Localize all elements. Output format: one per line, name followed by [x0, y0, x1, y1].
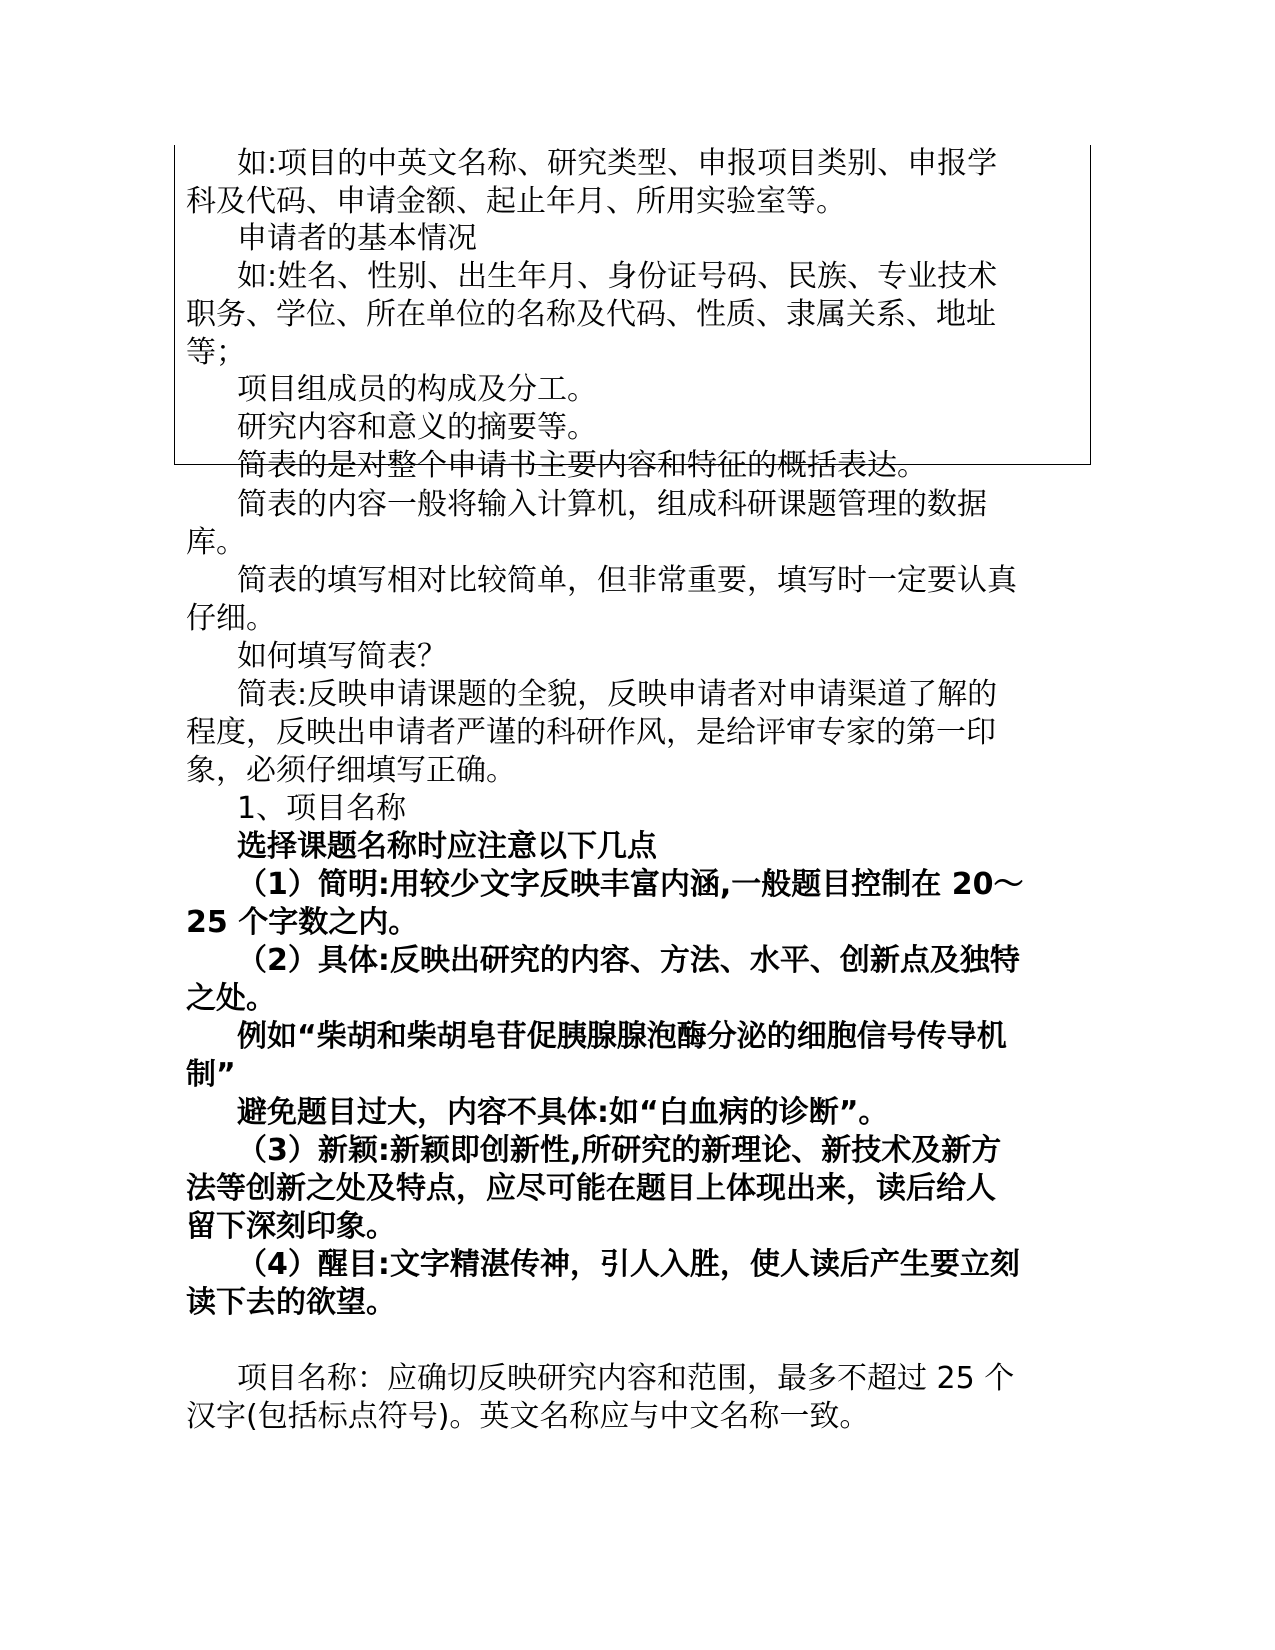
box-line-4: 如:姓名、性别、出生年月、身份证号码、民族、专业技术	[237, 259, 998, 294]
bold-line-6: 例如“柴胡和柴胡皂苷促胰腺腺泡酶分泌的细胞信号传导机	[237, 1019, 1007, 1054]
body-line-8: 程度，反映出申请者严谨的科研作风，是给评审专家的第一印	[186, 715, 996, 750]
bold-line-9: （3）新颖:新颖即创新性,所研究的新理论、新技术及新方	[237, 1133, 1002, 1168]
body-line-6: 如何填写简表？	[237, 639, 447, 674]
footer-line-2: 汉字(包括标点符号)。英文名称应与中文名称一致。	[186, 1399, 870, 1434]
box-line-5: 职务、学位、所在单位的名称及代码、性质、隶属关系、地址	[186, 297, 996, 332]
bold-line-11: 留下深刻印象。	[186, 1209, 396, 1244]
bold-line-8: 避免题目过大，内容不具体:如“白血病的诊断”。	[237, 1095, 889, 1130]
box-line-6: 等；	[186, 335, 246, 370]
footer-line-1: 项目名称：应确切反映研究内容和范围，最多不超过 25 个	[237, 1361, 1015, 1396]
box-line-2: 科及代码、申请金额、起止年月、所用实验室等。	[186, 184, 846, 219]
body-line-4: 简表的填写相对比较简单，但非常重要，填写时一定要认真	[237, 563, 1017, 598]
box-line-7: 项目组成员的构成及分工。	[237, 372, 597, 407]
bold-line-4: （2）具体:反映出研究的内容、方法、水平、创新点及独特	[237, 943, 1020, 978]
box-line-3: 申请者的基本情况	[237, 221, 477, 256]
body-line-3: 库。	[186, 525, 246, 560]
bold-line-12: （4）醒目:文字精湛传神，引人入胜，使人读后产生要立刻	[237, 1247, 1020, 1282]
body-line-2: 简表的内容一般将输入计算机，组成科研课题管理的数据	[237, 487, 987, 522]
body-line-1: 简表的是对整个申请书主要内容和特征的概括表达。	[237, 448, 927, 483]
bold-line-2: （1）简明:用较少文字反映丰富内涵,一般题目控制在 20～	[237, 867, 1024, 902]
bold-line-13: 读下去的欲望。	[186, 1285, 396, 1320]
bold-line-5: 之处。	[186, 981, 276, 1016]
bold-line-7: 制”	[186, 1057, 236, 1092]
body-line-9: 象，必须仔细填写正确。	[186, 753, 516, 788]
box-line-1: 如:项目的中英文名称、研究类型、申报项目类别、申报学	[237, 146, 998, 181]
body-line-10: 1、项目名称	[237, 791, 407, 826]
body-line-5: 仔细。	[186, 601, 276, 636]
body-line-7: 简表:反映申请课题的全貌，反映申请者对申请渠道了解的	[237, 677, 998, 712]
box-line-8: 研究内容和意义的摘要等。	[237, 410, 597, 445]
bold-line-1: 选择课题名称时应注意以下几点	[237, 829, 657, 864]
bold-line-3: 25 个字数之内。	[186, 905, 419, 940]
bold-line-10: 法等创新之处及特点，应尽可能在题目上体现出来，读后给人	[186, 1171, 996, 1206]
